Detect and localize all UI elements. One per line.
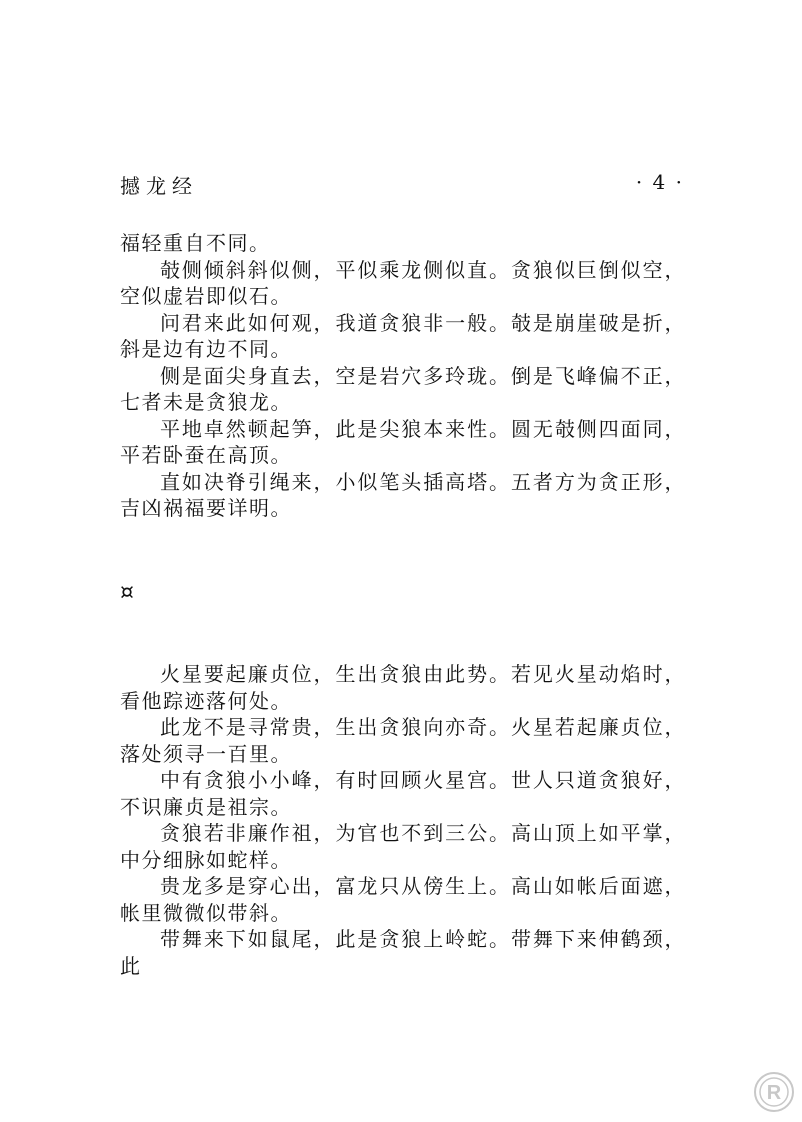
running-head [120, 170, 684, 200]
book-title: 撼龙经 [120, 174, 198, 198]
paragraph: 中有贪狼小小峰，有时回顾火星宫。世人只道贪狼好，不识廉贞是祖宗。 [120, 768, 686, 819]
paragraph: 此龙不是寻常贵，生出贪狼向亦奇。火星若起廉贞位，落处须寻一百里。 [120, 715, 686, 766]
text-section-2 [120, 661, 686, 979]
paragraph: 带舞来下如鼠尾，此是贪狼上岭蛇。带舞下来伸鹤颈，此 [120, 927, 686, 978]
paragraph: 直如决脊引绳来，小似笔头插高塔。五者方为贪正形，吉凶祸福要详明。 [120, 469, 686, 520]
paragraph: 福轻重自不同。 [120, 231, 271, 255]
watermark-letter: R [766, 1082, 782, 1104]
watermark-seal-icon [752, 1070, 796, 1114]
paragraph: 贪狼若非廉作祖，为官也不到三公。高山顶上如平掌，中分细脉如蛇样。 [120, 821, 686, 872]
section-separator: ¤ [120, 580, 134, 605]
text-section-1 [120, 230, 686, 522]
paragraph: 贵龙多是穿心出，富龙只从傍生上。高山如帐后面遮，帐里微微似带斜。 [120, 874, 686, 925]
page-number: · 4 · [635, 170, 684, 194]
paragraph: 问君来此如何观，我道贪狼非一般。攲是崩崖破是折，斜是边有边不同。 [120, 310, 686, 361]
paragraph: 侧是面尖身直去，空是岩穴多玲珑。倒是飞峰偏不正，七者未是贪狼龙。 [120, 363, 686, 414]
paragraph: 攲侧倾斜斜似侧，平似乘龙侧似直。贪狼似巨倒似空，空似虚岩即似石。 [120, 257, 686, 308]
registered-mark-icon [752, 1070, 796, 1114]
paragraph: 火星要起廉贞位，生出贪狼由此势。若见火星动焰时，看他踪迹落何处。 [120, 662, 686, 713]
paragraph: 平地卓然顿起笋，此是尖狼本来性。圆无攲侧四面同，平若卧蚕在高顶。 [120, 416, 686, 467]
